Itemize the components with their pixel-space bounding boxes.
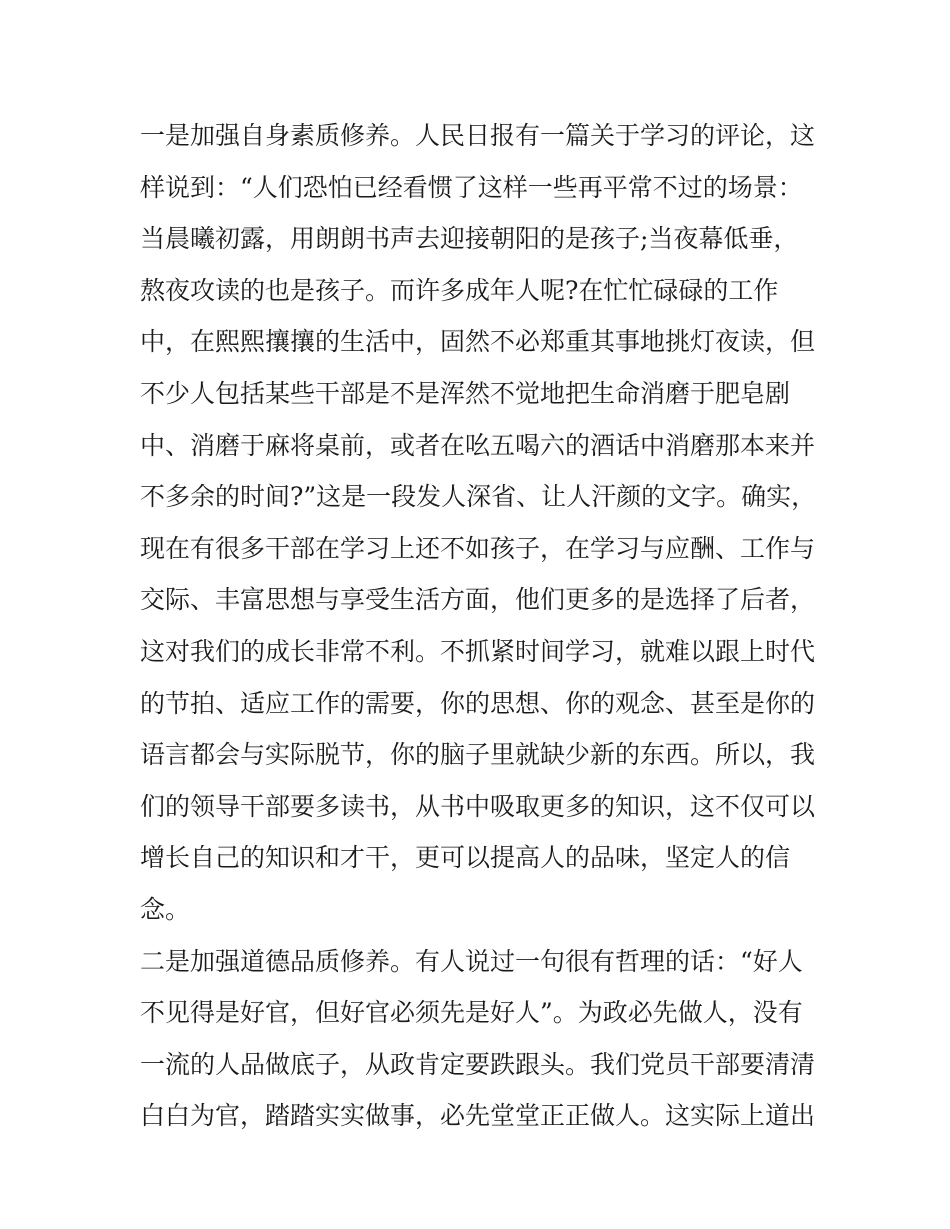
text-line: 样说到：“人们恐怕已经看惯了这样一些再平常不过的场景： [140,172,803,202]
text-line: 增长自己的知识和才干，更可以提高人的品味，坚定人的信 [140,843,791,873]
paragraph-moral-cultivation [140,936,820,1142]
text-line: 白白为官，踏踏实实做事，必先堂堂正正做人。这实际上道出 [140,1101,816,1131]
text-line: 当晨曦初露，用朗朗书声去迎接朝阳的是孩子;当夜幕低垂， [140,224,799,254]
text-line: 这对我们的成长非常不利。不抓紧时间学习，就难以跟上时代 [140,636,816,666]
text-line: 一流的人品做底子，从政肯定要跌跟头。我们党员干部要清清 [140,1049,816,1079]
text-line: 现在有很多干部在学习上还不如孩子，在学习与应酬、工作与 [140,533,816,563]
text-line: 念。 [140,894,191,924]
document-body [140,110,820,1142]
text-line: 二是加强道德品质修养。有人说过一句很有哲理的话：“好人 [140,946,803,976]
text-line: 们的领导干部要多读书，从书中吸取更多的知识，这不仅可以 [140,791,816,821]
text-line: 中，在熙熙攘攘的生活中，固然不必郑重其事地挑灯夜读，但 [140,327,816,357]
text-line: 不多余的时间?”这是一段发人深省、让人汗颜的文字。确实， [140,482,817,512]
text-line: 中、消磨于麻将桌前，或者在吆五喝六的酒话中消磨那本来并 [140,430,816,460]
text-line: 一是加强自身素质修养。人民日报有一篇关于学习的评论，这 [140,121,816,150]
text-line: 不少人包括某些干部是不是浑然不觉地把生命消磨于肥皂剧 [140,378,791,408]
text-line: 的节拍、适应工作的需要，你的思想、你的观念、甚至是你的 [140,688,816,718]
paragraph-self-cultivation [140,110,820,936]
text-line: 语言都会与实际脱节，你的脑子里就缺少新的东西。所以，我 [140,740,816,770]
text-line: 交际、丰富思想与享受生活方面，他们更多的是选择了后者， [140,585,816,615]
text-line: 熬夜攻读的也是孩子。而许多成年人呢?在忙忙碌碌的工作 [140,275,779,305]
text-line: 不见得是好官，但好官必须先是好人”。为政必先做人，没有 [140,998,803,1028]
